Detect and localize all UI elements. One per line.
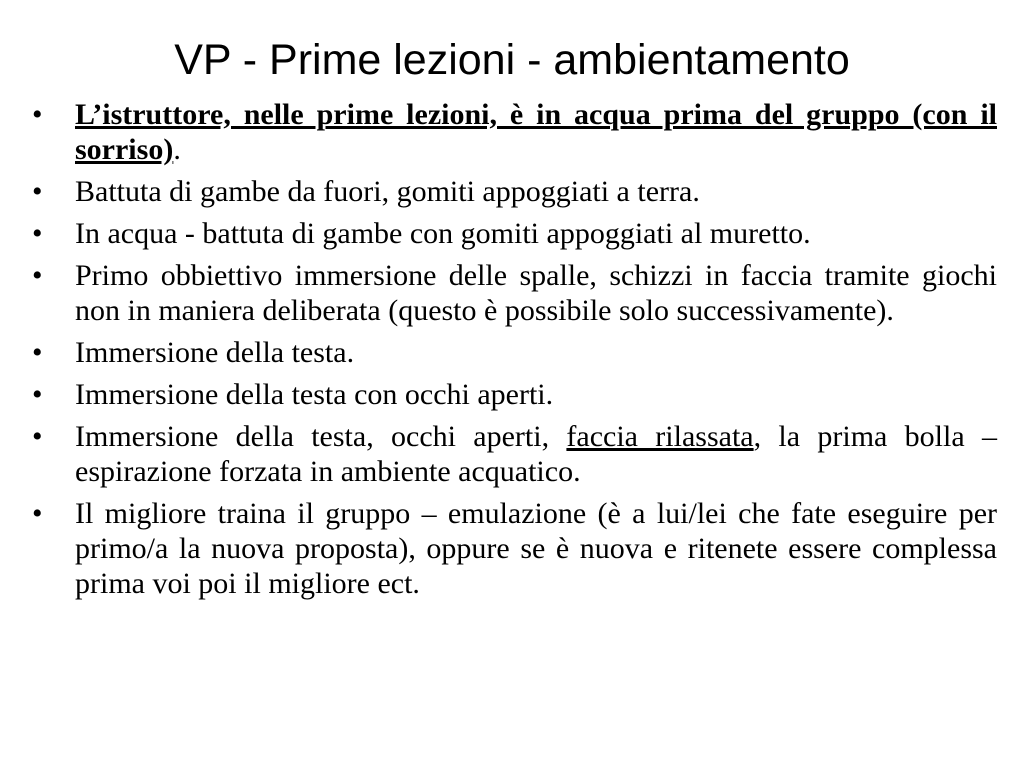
bullet-text: Immersione della testa, occhi aperti, — [75, 420, 567, 453]
bullet-marker: • — [32, 217, 43, 250]
bullet-text: Immersione della testa con occhi aperti. — [75, 378, 554, 411]
bullet-marker: • — [32, 336, 43, 369]
bullet-marker: • — [32, 98, 43, 131]
bullet-text: In acqua - battuta di gambe con gomiti appoggiati al muretto. — [75, 217, 811, 250]
bullet-text: Battuta di gambe da fuori, gomiti appoggiati a terra. — [75, 175, 700, 208]
bullet-item — [30, 419, 997, 489]
bullet-item — [30, 174, 997, 209]
bullet-item — [30, 216, 997, 251]
bullet-item — [30, 97, 997, 167]
bullet-list — [30, 97, 997, 608]
bullet-text-underlined: faccia rilassata — [566, 420, 754, 453]
bullet-text: Immersione della testa. — [75, 336, 355, 369]
bullet-marker: • — [32, 175, 43, 208]
slide-title: VP - Prime lezioni - ambientamento — [174, 36, 850, 84]
bullet-text: Il migliore traina il gruppo – emulazione (è a lui/lei che fate eseguire per primo/a la nuova proposta), oppure se è nuova e ritenete essere complessa prima voi poi il migliore ect. — [75, 497, 997, 600]
bullet-marker: • — [32, 497, 43, 530]
bullet-marker: • — [32, 259, 43, 292]
bullet-item — [30, 496, 997, 601]
bullet-text-bold-underlined: L’istruttore, nelle prime lezioni, è in acqua prima del gruppo (con il sorriso) — [75, 98, 997, 166]
bullet-item — [30, 377, 997, 412]
bullet-item — [30, 258, 997, 328]
bullet-item — [30, 335, 997, 370]
bullet-text: Primo obbiettivo immersione delle spalle, schizzi in faccia tramite giochi non in maniera deliberata (questo è possibile solo successivamente). — [75, 259, 997, 327]
bullet-marker: • — [32, 420, 43, 453]
bullet-text: . — [173, 133, 181, 166]
bullet-text: , la prima bolla – espirazione forzata in ambiente acquatico. — [75, 420, 997, 488]
bullet-marker: • — [32, 378, 43, 411]
